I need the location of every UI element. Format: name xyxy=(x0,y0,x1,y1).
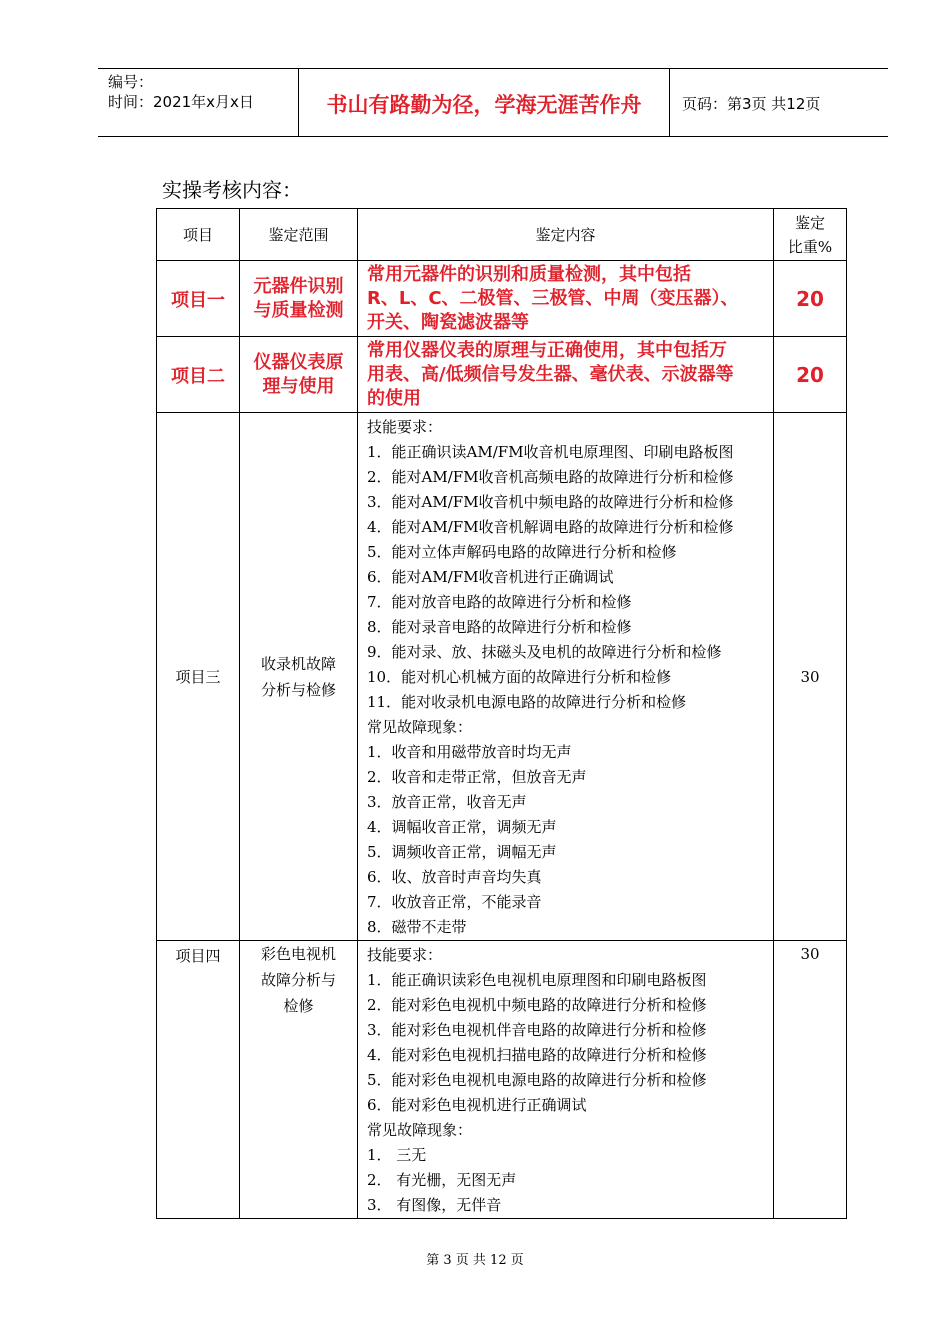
content-line: 常用元器件的识别和质量检测，其中包括 xyxy=(367,263,691,285)
content-line: 6．收、放音时声音均失真 xyxy=(367,868,542,886)
content-line: 常见故障现象： xyxy=(367,718,473,736)
content-line: 7．能对放音电路的故障进行分析和检修 xyxy=(367,593,632,611)
row-weight: 30 xyxy=(774,941,847,1219)
content-line: 常见故障现象： xyxy=(367,1121,473,1139)
row-content xyxy=(358,941,774,1219)
content-line: 的使用 xyxy=(367,387,421,409)
content-line: 7．收放音正常，不能录音 xyxy=(367,893,542,911)
scope-line: 元器件识别 xyxy=(253,275,344,297)
scope-line: 故障分析与 xyxy=(260,971,336,989)
header-motto: 书山有路勤为径，学海无涯苦作舟 xyxy=(326,93,642,117)
scope-line: 彩色电视机 xyxy=(260,945,336,963)
page-header xyxy=(98,68,888,137)
content-line: 4．能对AM/FM收音机解调电路的故障进行分析和检修 xyxy=(367,518,734,536)
row-content xyxy=(358,337,774,413)
header-meta-cell xyxy=(98,69,299,136)
content-line: 用表、高/低频信号发生器、毫伏表、示波器等 xyxy=(367,363,734,385)
content-line: 10．能对机心机械方面的故障进行分析和检修 xyxy=(367,668,672,686)
header-page-info: 页码：第3页 共12页 xyxy=(682,95,821,113)
row-scope xyxy=(240,413,358,941)
content-line: 技能要求： xyxy=(367,946,443,964)
content-line: 8．能对录音电路的故障进行分析和检修 xyxy=(367,618,632,636)
content-line: 11．能对收录机电源电路的故障进行分析和检修 xyxy=(367,693,687,711)
content-line: 9．能对录、放、抹磁头及电机的故障进行分析和检修 xyxy=(367,643,722,661)
header-weight xyxy=(774,209,847,261)
row-item: 项目二 xyxy=(157,337,240,413)
row-weight: 20 xyxy=(774,261,847,337)
scope-line: 与质量检测 xyxy=(253,299,344,321)
content-line: 3． 有图像，无伴音 xyxy=(367,1196,502,1214)
assessment-table xyxy=(156,208,847,1219)
content-line: 5．能对立体声解码电路的故障进行分析和检修 xyxy=(367,543,677,561)
table-header-row xyxy=(157,209,847,261)
content-line: 6．能对彩色电视机进行正确调试 xyxy=(367,1096,587,1114)
serial-label: 编号： xyxy=(108,73,154,91)
content-line: 5．调频收音正常，调幅无声 xyxy=(367,843,557,861)
table-row xyxy=(157,413,847,941)
content-line: 3．放音正常，收音无声 xyxy=(367,793,527,811)
table-row xyxy=(157,941,847,1219)
scope-line: 收录机故障 xyxy=(260,654,336,673)
page-footer: 第 3 页 共 12 页 xyxy=(426,1253,524,1268)
header-weight-line1: 鉴定 xyxy=(794,213,825,232)
header-motto-cell xyxy=(299,69,670,136)
scope-line: 理与使用 xyxy=(262,375,335,397)
row-item: 项目一 xyxy=(157,261,240,337)
table-row xyxy=(157,261,847,337)
content-line: 3．能对彩色电视机伴音电路的故障进行分析和检修 xyxy=(367,1021,707,1039)
content-line: 2．收音和走带正常，但放音无声 xyxy=(367,768,587,786)
row-scope xyxy=(240,941,358,1219)
content-line: 5．能对彩色电视机电源电路的故障进行分析和检修 xyxy=(367,1071,707,1089)
scope-line: 检修 xyxy=(283,997,314,1015)
row-scope xyxy=(240,261,358,337)
content-line: 8．磁带不走带 xyxy=(367,918,467,936)
header-scope: 鉴定范围 xyxy=(240,209,358,261)
content-line: 4．能对彩色电视机扫描电路的故障进行分析和检修 xyxy=(367,1046,707,1064)
section-title: 实操考核内容： xyxy=(162,178,302,202)
header-page-cell xyxy=(670,69,888,136)
content-line: 3．能对AM/FM收音机中频电路的故障进行分析和检修 xyxy=(367,493,734,511)
content-line: 6．能对AM/FM收音机进行正确调试 xyxy=(367,568,614,586)
content-line: 1． 三无 xyxy=(367,1146,427,1164)
scope-line: 分析与检修 xyxy=(260,680,336,699)
header-weight-line2: 比重% xyxy=(787,237,833,256)
row-weight: 20 xyxy=(774,337,847,413)
content-line: 开关、陶瓷滤波器等 xyxy=(367,311,529,333)
content-line: 1．能正确识读彩色电视机电原理图和印刷电路板图 xyxy=(367,971,707,989)
content-line: 2．能对彩色电视机中频电路的故障进行分析和检修 xyxy=(367,996,707,1014)
content-line: 常用仪器仪表的原理与正确使用，其中包括万 xyxy=(367,339,727,361)
table-row xyxy=(157,337,847,413)
scope-line: 仪器仪表原 xyxy=(253,351,344,373)
header-item: 项目 xyxy=(157,209,240,261)
content-line: 2．能对AM/FM收音机高频电路的故障进行分析和检修 xyxy=(367,468,734,486)
content-line: 1．收音和用磁带放音时均无声 xyxy=(367,743,572,761)
row-item: 项目三 xyxy=(157,413,240,941)
row-item: 项目四 xyxy=(157,941,240,1219)
row-content xyxy=(358,261,774,337)
content-line: R、L、C、二极管、三极管、中周（变压器）、 xyxy=(367,287,739,309)
content-line: 1．能正确识读AM/FM收音机电原理图、印刷电路板图 xyxy=(367,443,734,461)
content-line: 2． 有光栅，无图无声 xyxy=(367,1171,517,1189)
content-line: 4．调幅收音正常，调频无声 xyxy=(367,818,557,836)
row-weight: 30 xyxy=(774,413,847,941)
row-scope xyxy=(240,337,358,413)
header-content: 鉴定内容 xyxy=(358,209,774,261)
row-content xyxy=(358,413,774,941)
content-line: 技能要求： xyxy=(367,418,443,436)
date-line: 时间：2021年x月x日 xyxy=(108,93,254,111)
